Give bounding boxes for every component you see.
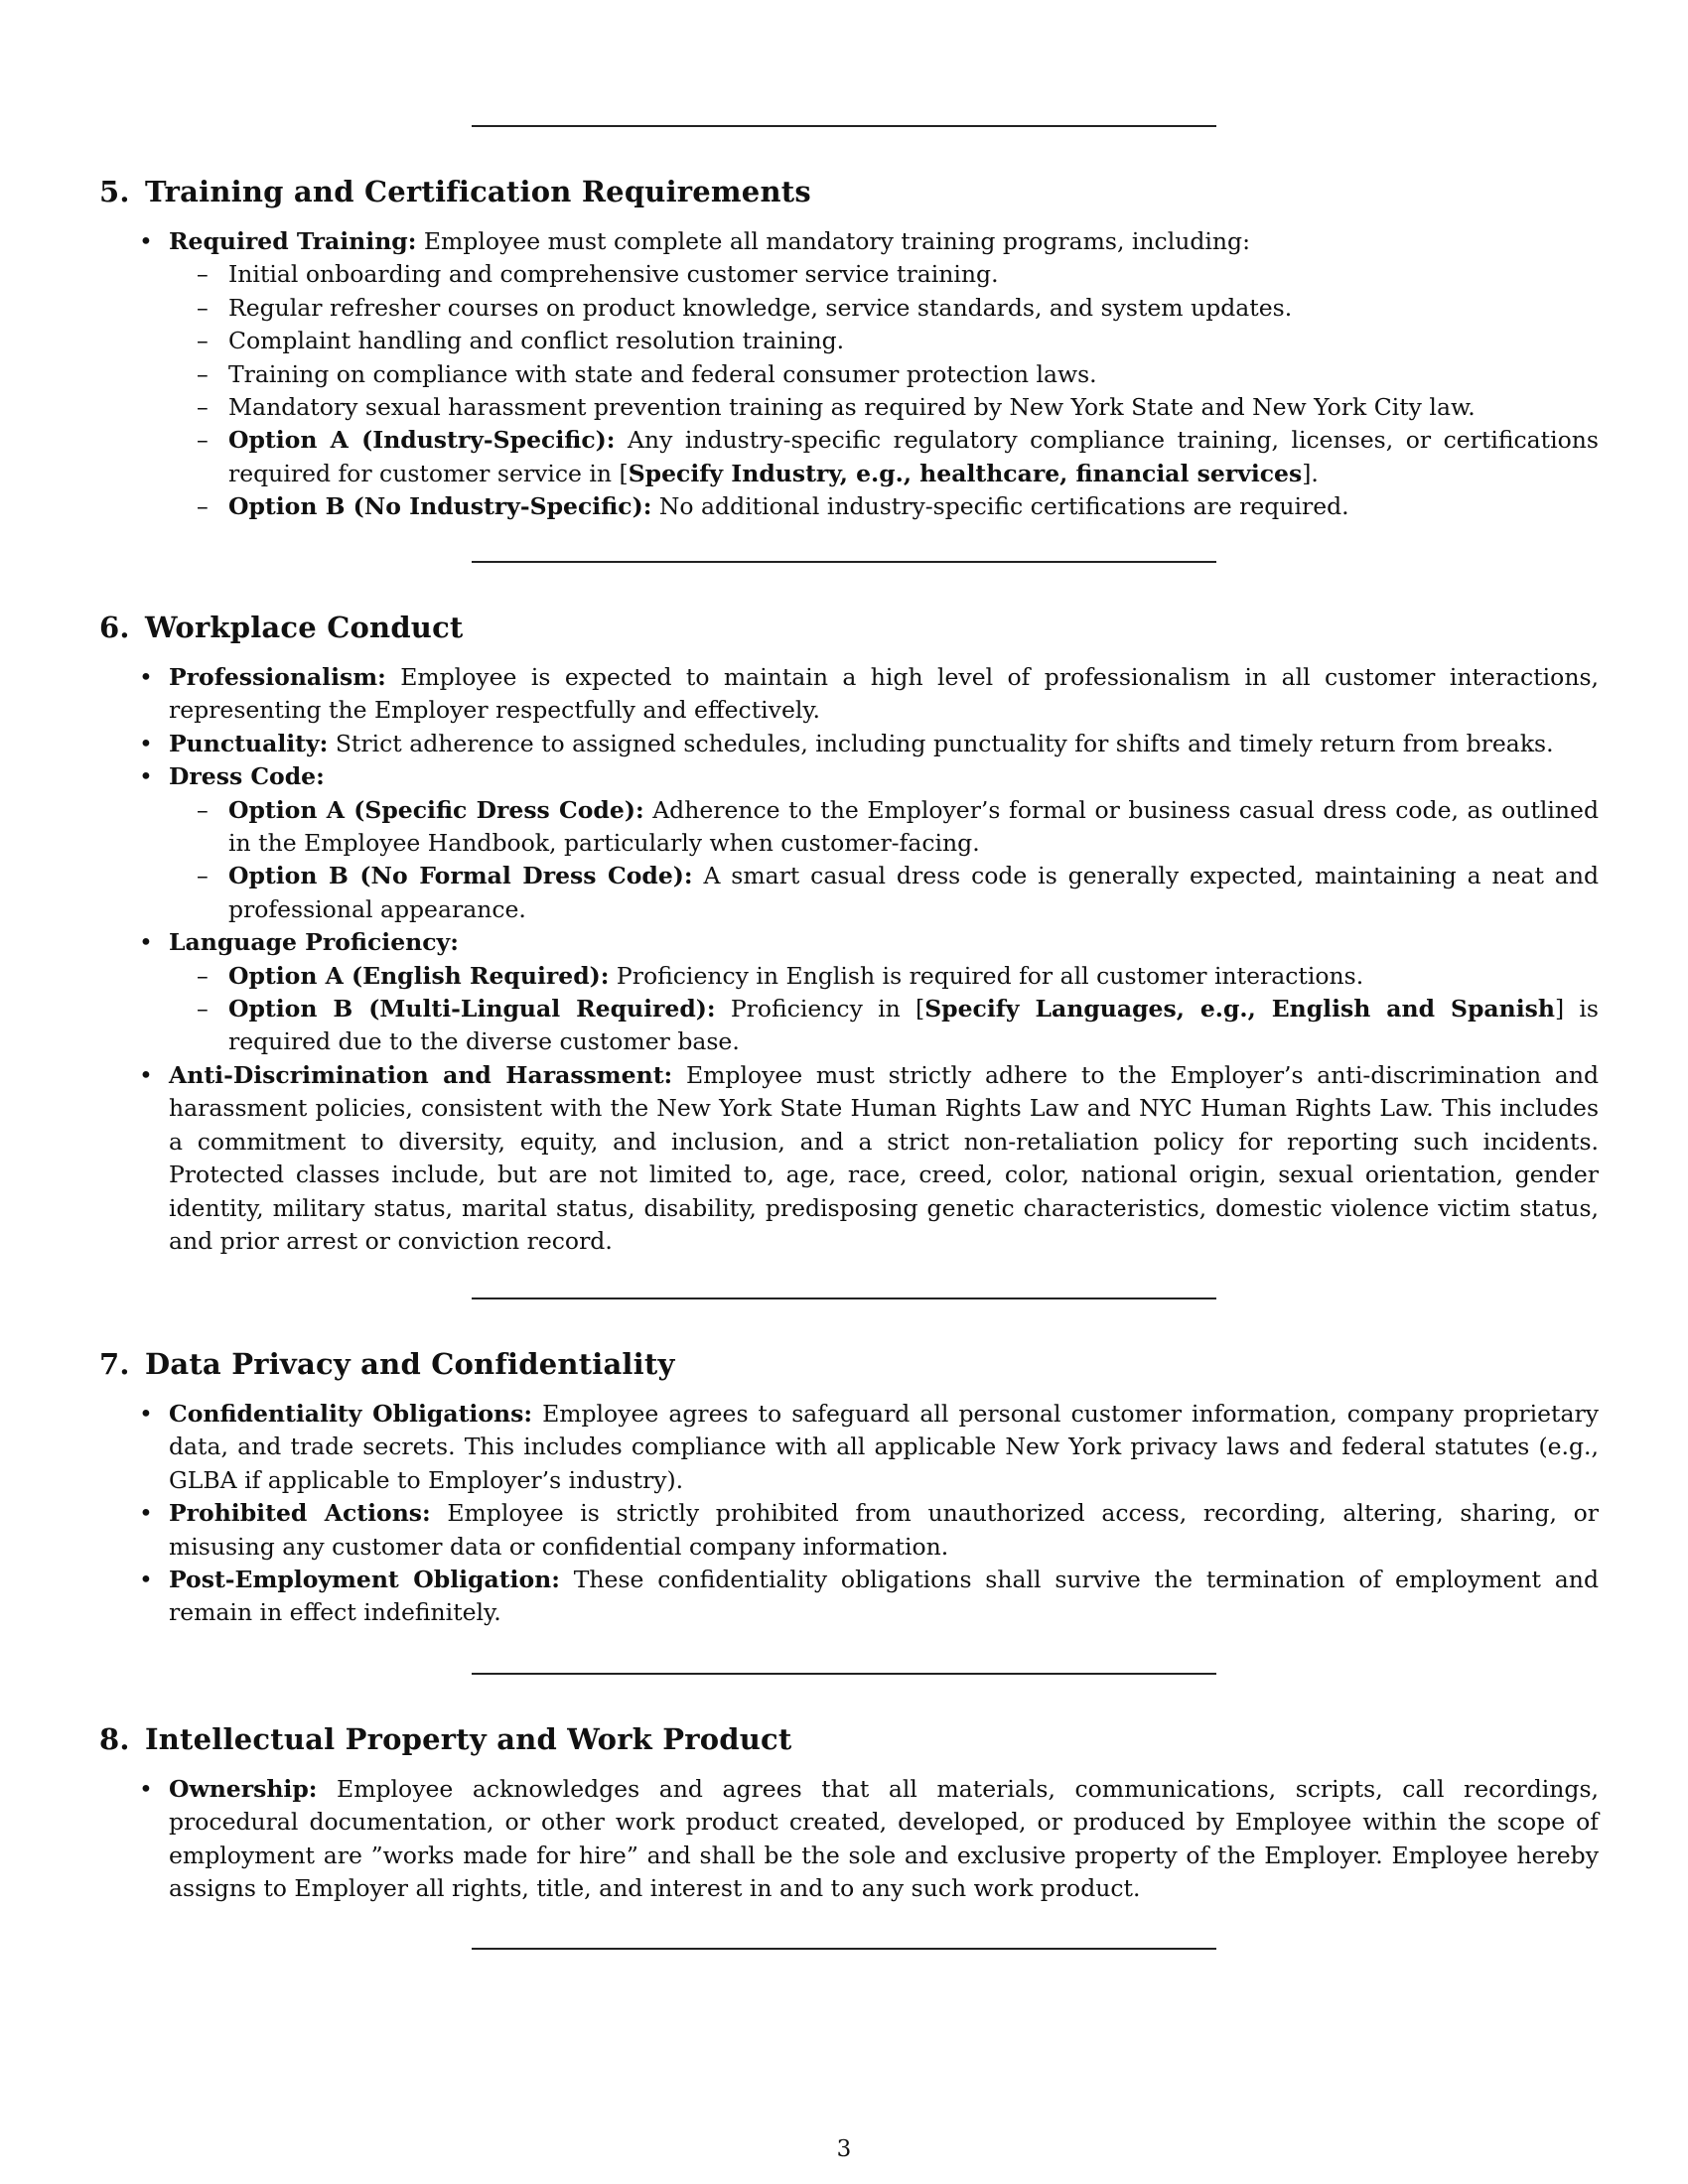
- sub-list-item-option-a: – Option A (Industry-Specific): Any industry-specific regulatory compliance training, licenses, or certifications required for customer service in [Specify Industry, e.g., healthcare, financial services].: [169, 424, 1599, 490]
- list-item-confidentiality: • Confidentiality Obligations: Employee agrees to safeguard all personal customer information, company proprietary data, and trade secrets. This includes compliance with all applicable New York privacy laws and federal statutes (e.g., GLBA if applicable to Employer’s industry).: [99, 1398, 1599, 1497]
- sub-list-item: – Training on compliance with state and federal consumer protection laws.: [169, 358, 1599, 391]
- horizontal-rule: [472, 125, 1216, 127]
- list-item-anti-discrimination: • Anti-Discrimination and Harassment: Employee must strictly adhere to the Employer’s anti-discrimination and harassment policies, consistent with the New York State Human Rights Law and NYC Human Rights Law. This includes a commitment to diversity, equity, and inclusion, and a strict non-retaliation policy for reporting such incidents. Protected classes include, but are not limited to, age, race, creed, color, national origin, sexual orientation, gender identity, military status, marital status, disability, predisposing genetic characteristics, domestic violence victim status, and prior arrest or conviction record.: [99, 1059, 1599, 1258]
- horizontal-rule: [472, 561, 1216, 563]
- sub-list: [169, 794, 1599, 927]
- section-intellectual-property: [99, 1719, 1599, 1906]
- bullet-list: [99, 661, 1599, 1258]
- placeholder-field: Specify Languages, e.g., English and Spanish: [924, 995, 1555, 1024]
- placeholder-field: Specify Industry, e.g., healthcare, financial services: [628, 459, 1303, 487]
- sub-list-item: – Initial onboarding and comprehensive customer service training.: [169, 258, 1599, 291]
- sub-list-item: – Mandatory sexual harassment prevention training as required by New York State and New York City law.: [169, 391, 1599, 424]
- list-item-dress-code: • Dress Code: – Option A (Specific Dress Code): Adherence to the Employer’s formal or business casual dress code, as outlined in the Employee Handbook, particularly when customer-facing. – Option B (No Formal Dress Code): A smart casual dress code is generally expected, maintaining a neat and professional appearance.: [99, 760, 1599, 926]
- section-heading: 6. Workplace Conduct: [99, 611, 464, 644]
- section-data-privacy: [99, 1344, 1599, 1630]
- sub-list: [169, 960, 1599, 1059]
- list-item-prohibited-actions: • Prohibited Actions: Employee is strictly prohibited from unauthorized access, recording, altering, sharing, or misusing any customer data or confidential company information.: [99, 1497, 1599, 1564]
- sub-list-item-option-b: – Option B (Multi-Lingual Required): Proficiency in [Specify Languages, e.g., English and Spanish] is required due to the diverse customer base.: [169, 993, 1599, 1059]
- horizontal-rule: [472, 1297, 1216, 1299]
- sub-list-item-option-a: – Option A (English Required): Proficiency in English is required for all customer interactions.: [169, 960, 1599, 993]
- horizontal-rule: [472, 1948, 1216, 1950]
- sub-list-item-option-a: – Option A (Specific Dress Code): Adherence to the Employer’s formal or business casual dress code, as outlined in the Employee Handbook, particularly when customer-facing.: [169, 794, 1599, 861]
- sub-list: [169, 258, 1599, 523]
- page-number: 3: [836, 2136, 852, 2162]
- horizontal-rule: [472, 1673, 1216, 1675]
- section-heading: 8. Intellectual Property and Work Product: [99, 1722, 792, 1756]
- section-workplace-conduct: [99, 608, 1599, 1258]
- list-item-required-training: • Required Training: Employee must complete all mandatory training programs, including: – Initial onboarding and comprehensive customer service training. – Regular refresher courses on product knowledge, service standards, and system updates. – Complaint handling and conflict resolution training. – Training on compliance with state and federal consumer protection laws. – Mandatory sexual harassment prevention training as required by New York State and New York City law. – Option A (Industry-Specific): Any industry-specific regulatory compliance training, licenses, or certifications required for customer service in [Specify Industry, e.g., healthcare, financial services]. – Option B (No Industry-Specific): No additional industry-specific certifications are required.: [99, 225, 1599, 524]
- sub-list-item: – Complaint handling and conflict resolution training.: [169, 325, 1599, 357]
- list-item-ownership: • Ownership: Employee acknowledges and agrees that all materials, communications, scripts, call recordings, procedural documentation, or other work product created, developed, or produced by Employee within the scope of employment are ”works made for hire” and shall be the sole and exclusive property of the Employer. Employee hereby assigns to Employer all rights, title, and interest in and to any such work product.: [99, 1773, 1599, 1906]
- sub-list-item-option-b: – Option B (No Industry-Specific): No additional industry-specific certifications are required.: [169, 490, 1599, 523]
- list-item-post-employment: • Post-Employment Obligation: These confidentiality obligations shall survive the termination of employment and remain in effect indefinitely.: [99, 1564, 1599, 1630]
- section-heading: 7. Data Privacy and Confidentiality: [99, 1347, 675, 1381]
- list-item-language-proficiency: • Language Proficiency: – Option A (English Required): Proficiency in English is required for all customer interactions. – Option B (Multi-Lingual Required): Proficiency in [Specify Languages, e.g., English and Spanish] is required due to the diverse customer base.: [99, 926, 1599, 1059]
- section-training: [99, 172, 1599, 524]
- section-heading: 5. Training and Certification Requirements: [99, 175, 811, 208]
- sub-list-item-option-b: – Option B (No Formal Dress Code): A smart casual dress code is generally expected, maintaining a neat and professional appearance.: [169, 860, 1599, 926]
- sub-list-item: – Regular refresher courses on product knowledge, service standards, and system updates.: [169, 292, 1599, 325]
- bullet-list: [99, 1398, 1599, 1630]
- list-item-punctuality: • Punctuality: Strict adherence to assigned schedules, including punctuality for shifts and timely return from breaks.: [99, 728, 1599, 760]
- list-item-professionalism: • Professionalism: Employee is expected to maintain a high level of professionalism in all customer interactions, representing the Employer respectfully and effectively.: [99, 661, 1599, 728]
- bullet-list: [99, 225, 1599, 524]
- bullet-list: [99, 1773, 1599, 1906]
